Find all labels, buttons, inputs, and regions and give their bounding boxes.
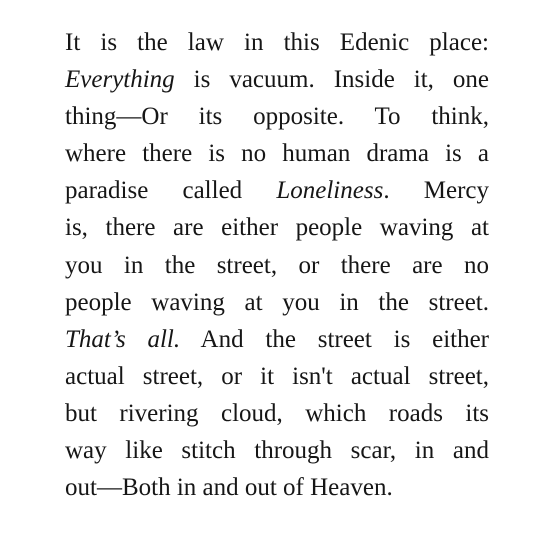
- poem-text: where there is no human drama is a: [65, 140, 489, 168]
- poem-line: [65, 209, 489, 246]
- poem-text: you in the street, or there are no: [65, 251, 489, 279]
- poem-italic-text: Loneliness: [276, 177, 384, 205]
- poem-line: [65, 61, 489, 98]
- poem-line: [65, 469, 489, 506]
- poem-line: [65, 432, 489, 469]
- poem-italic-text: Everything: [65, 66, 175, 94]
- poem-text: out—Both in and out of Heaven.: [65, 474, 393, 502]
- poem-text: actual street, or it isn't actual street,: [65, 362, 489, 390]
- poem-text: paradise called: [65, 177, 277, 205]
- poem-line: [65, 358, 489, 395]
- poem-text: but rivering cloud, which roads its: [65, 399, 489, 427]
- poem-text: thing—Or its opposite. To think,: [65, 103, 489, 131]
- poem-line: [65, 321, 489, 358]
- poem-text: is, there are either people waving at: [65, 214, 489, 242]
- poem-line: [65, 395, 489, 432]
- poem-line: [65, 247, 489, 284]
- poem-text: way like stitch through scar, in and: [65, 437, 489, 465]
- poem-text: people waving at you in the street.: [65, 288, 489, 316]
- poem-text: And the street is either: [180, 325, 490, 353]
- poem-line: [65, 98, 489, 135]
- poem-line: [65, 284, 489, 321]
- poem-text-block: [65, 24, 489, 506]
- poem-text: . Mercy: [383, 177, 490, 205]
- poem-line: [65, 172, 489, 209]
- poem-text: It is the law in this Edenic place:: [65, 29, 489, 56]
- poem-text: is vacuum. Inside it, one: [174, 66, 489, 94]
- poem-line: [65, 135, 489, 172]
- poem-italic-text: That’s all.: [65, 325, 181, 353]
- poem-line: [65, 24, 489, 61]
